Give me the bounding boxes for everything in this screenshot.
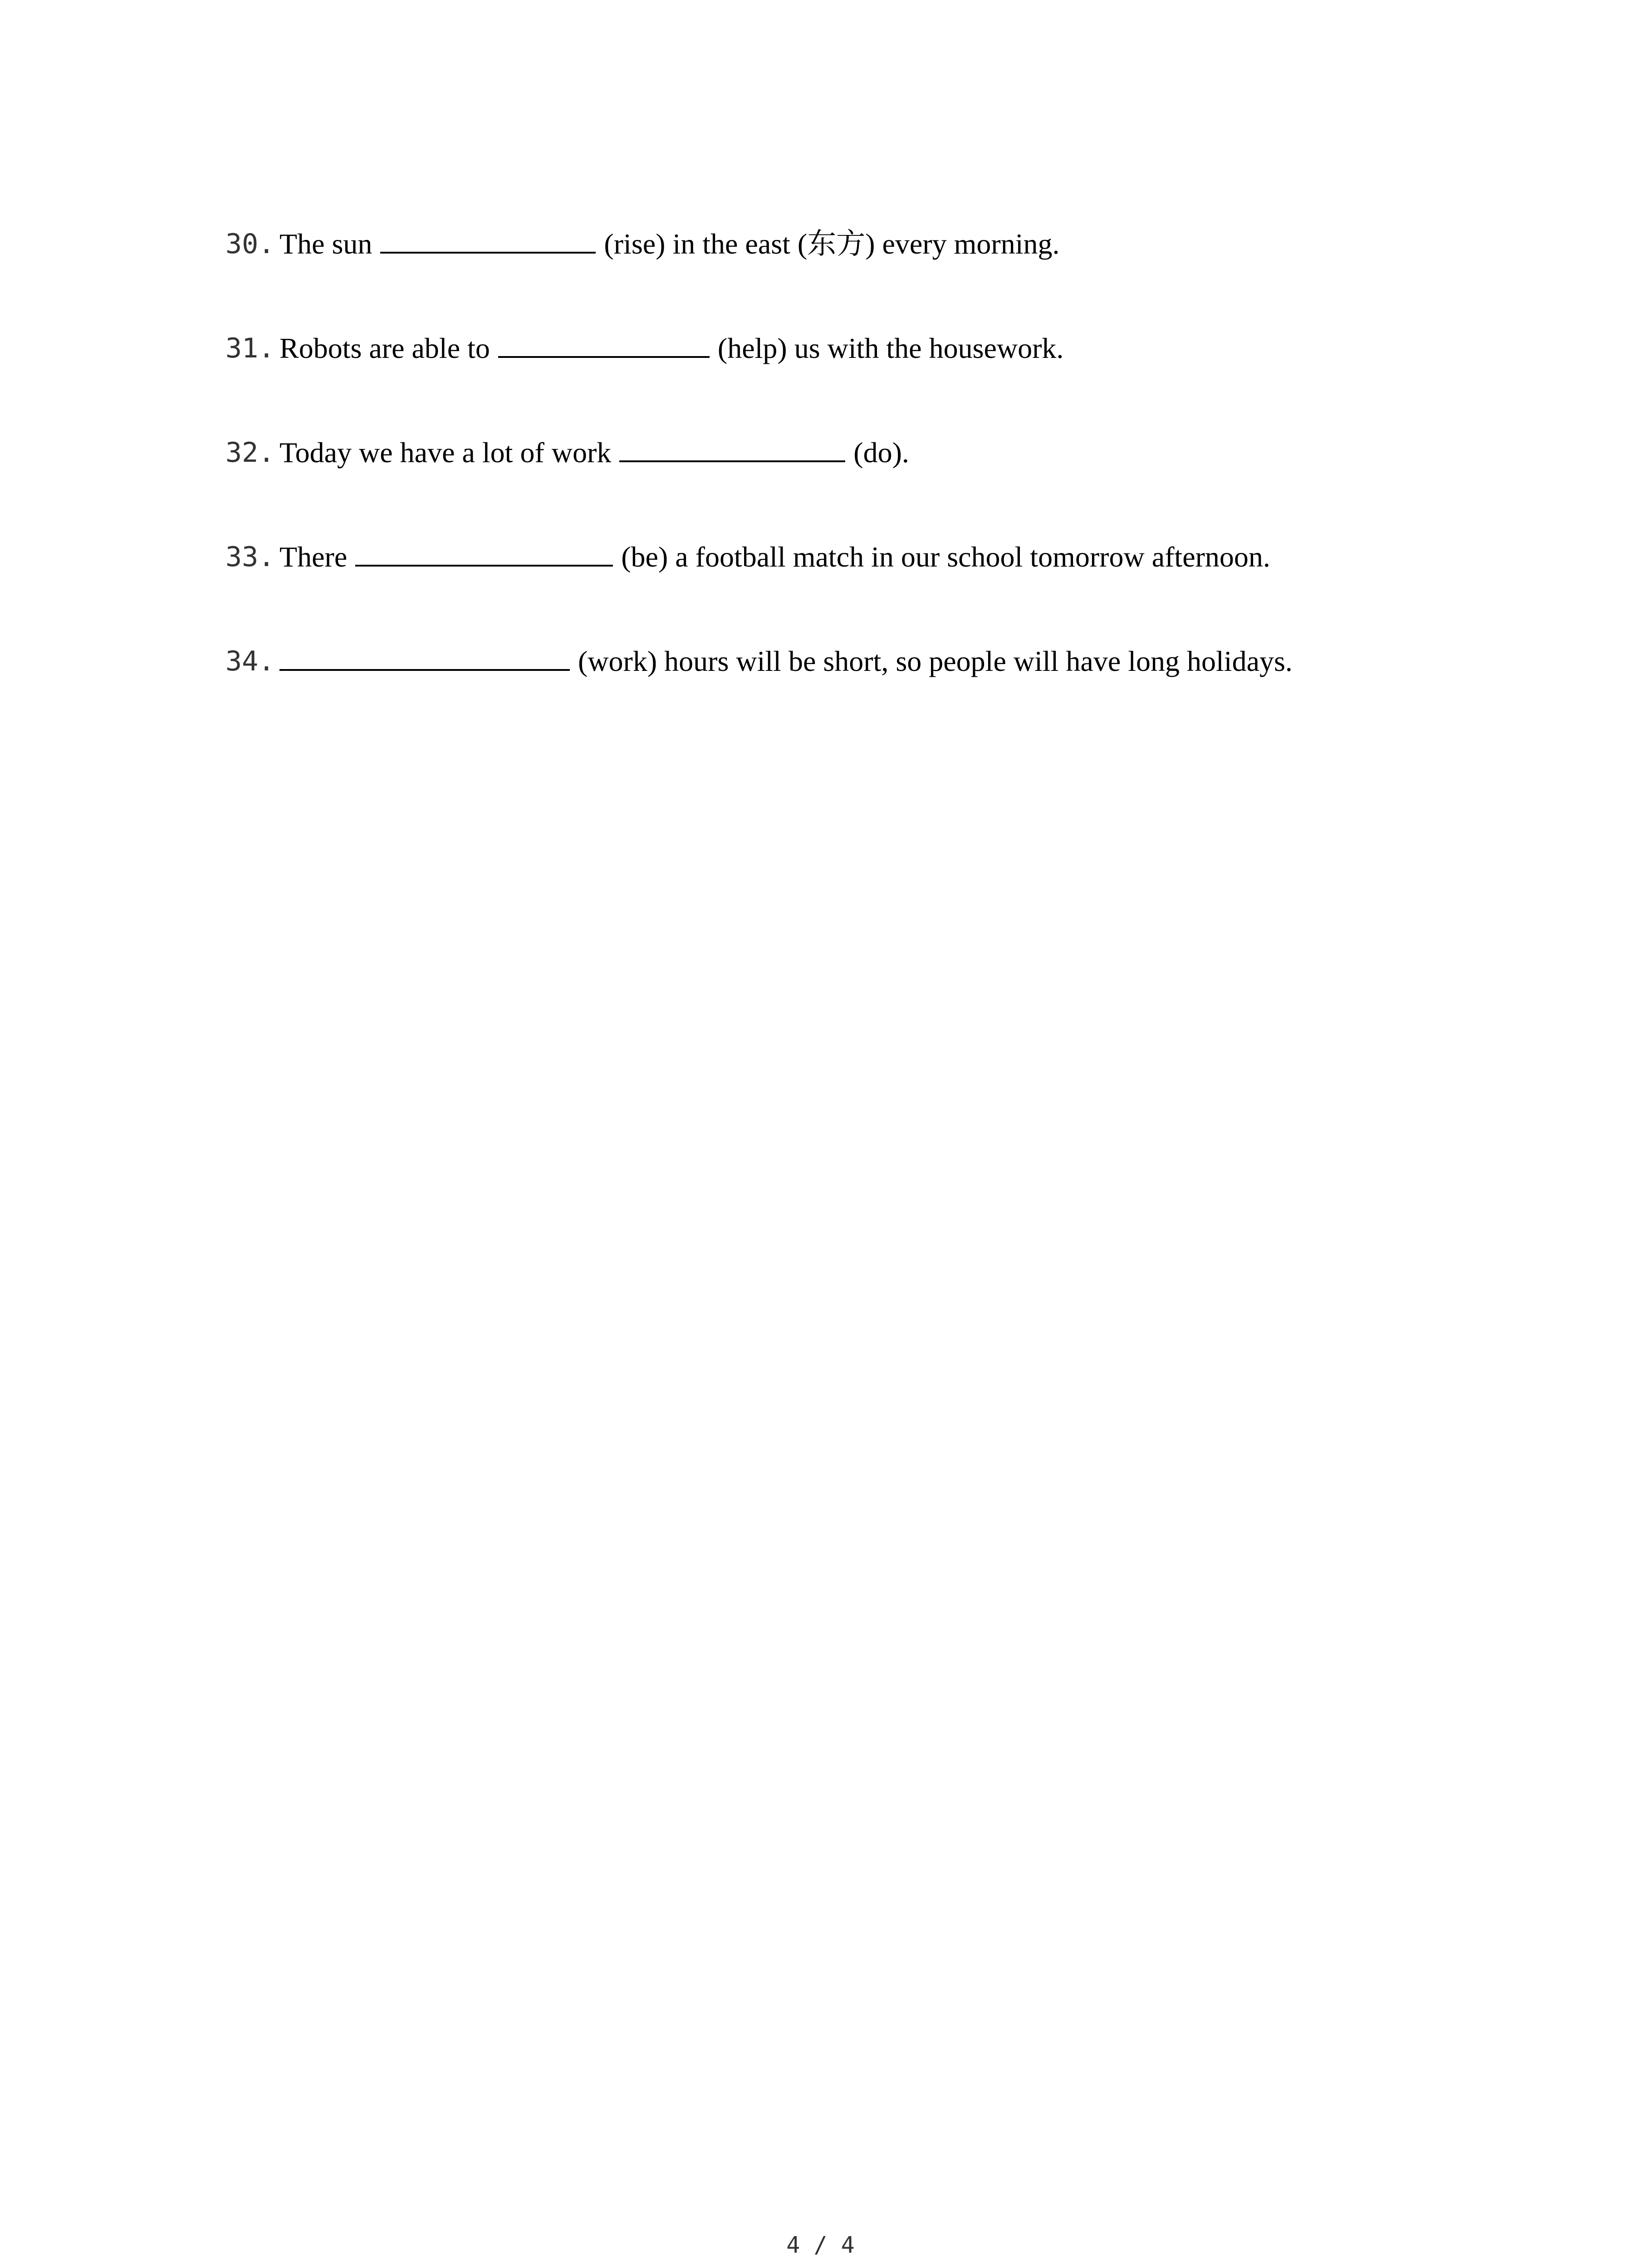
- answer-blank[interactable]: [498, 323, 710, 358]
- question-text-before: Robots are able to: [279, 332, 490, 364]
- answer-blank[interactable]: [380, 218, 596, 254]
- question-number: 32.: [225, 437, 275, 469]
- question-number: 31.: [225, 332, 275, 364]
- page-number: 4 / 4: [786, 2232, 855, 2258]
- question-text-after: (do).: [853, 436, 909, 469]
- question-text-before: There: [279, 541, 348, 573]
- question-text-before: Today we have a lot of work: [279, 436, 612, 469]
- question-number: 34.: [225, 645, 275, 677]
- question-number: 30.: [225, 228, 275, 260]
- question-text-after: (be) a football match in our school tomorrow afternoon.: [621, 541, 1270, 573]
- question-text-before: The sun: [279, 228, 372, 260]
- question-text-after: (help) us with the housework.: [717, 332, 1064, 364]
- question-text-after: (rise) in the east (东方) every morning.: [604, 228, 1060, 260]
- question-number: 33.: [225, 541, 275, 573]
- answer-blank[interactable]: [279, 635, 570, 671]
- question-text-after: (work) hours will be short, so people will have long holidays.: [578, 645, 1293, 677]
- answer-blank[interactable]: [619, 427, 845, 462]
- answer-blank[interactable]: [355, 531, 613, 567]
